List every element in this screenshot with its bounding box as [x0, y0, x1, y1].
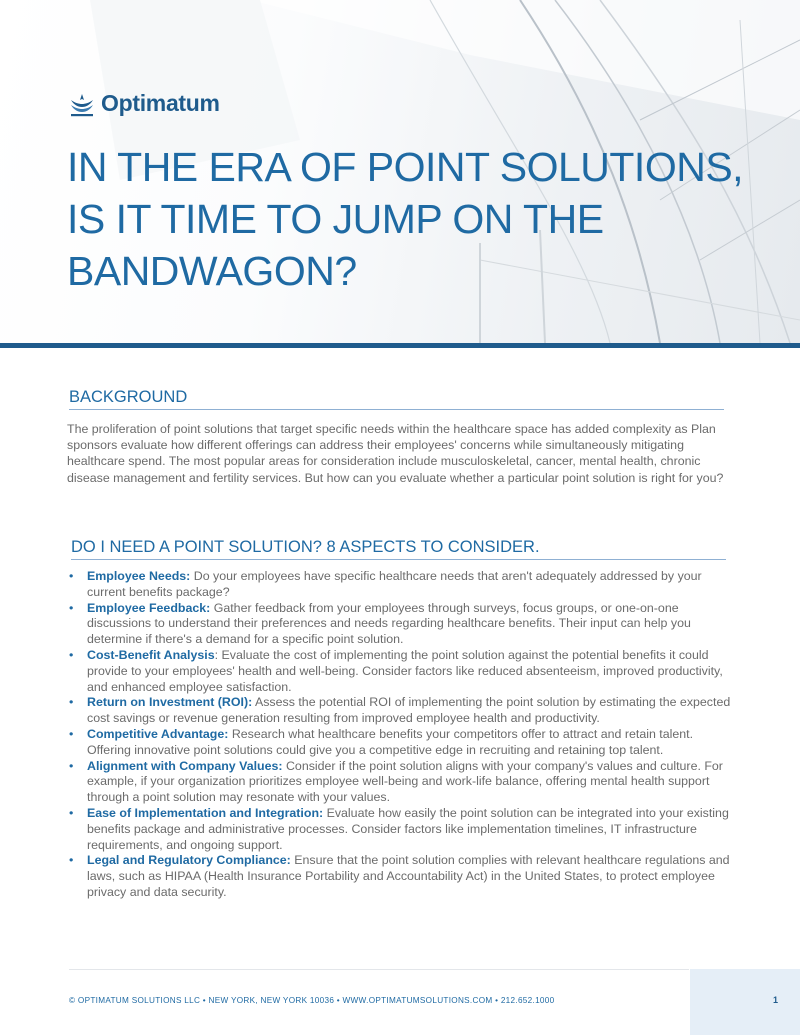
aspect-description: Consider if the point solution aligns with your company's values and culture. For example, if your organization prioritizes employee well-being and work-life balance, offering mental health support through a point solution may resonate with your values. — [87, 758, 723, 805]
list-item — [69, 806, 734, 853]
aspect-term: Employee Needs: — [87, 569, 191, 583]
footer-divider — [69, 969, 689, 970]
aspects-list — [69, 569, 734, 901]
aspect-description: Assess the potential ROI of implementing the point solution by estimating the expected cost savings or revenue generation resulting from improved employee health and productivity. — [87, 695, 731, 726]
list-item — [69, 727, 734, 759]
list-item — [69, 601, 734, 648]
aspect-term: Legal and Regulatory Compliance: — [87, 853, 291, 868]
list-item — [69, 695, 734, 727]
aspect-term: Return on Investment (ROI): — [87, 695, 253, 710]
page-number-box — [690, 969, 800, 1035]
background-paragraph: The proliferation of point solutions that target specific needs within the healthcare space has added complexity as Plan sponsors evaluate how different offerings can address their employees' concerns while simultaneously mitigating healthcare spend. The most popular areas for consideration include musculoskeletal, cancer, mental health, chronic disease management and fertility services. But how can you evaluate whether a particular point solution is right for you? — [67, 422, 724, 485]
optimatum-logo-mark-icon — [69, 91, 95, 117]
page-title: IN THE ERA OF POINT SOLUTIONS, IS IT TIME TO JUMP ON THE BANDWAGON? — [67, 144, 744, 294]
aspect-term: Competitive Advantage: — [87, 726, 229, 741]
page-number: 1 — [773, 995, 779, 1005]
brand-logo — [69, 90, 220, 117]
list-item — [69, 648, 734, 695]
list-item — [69, 569, 734, 601]
brand-name: Optimatum — [101, 90, 220, 116]
list-item — [69, 759, 734, 806]
bullet-icon: • — [69, 805, 74, 820]
aspect-description: : Evaluate the cost of implementing the point solution against the potential benefits it could provide to your employees' health and well-being. Consider factors like reduced absenteeism, improved productivity, and enhanced employee satisfaction. — [87, 647, 723, 694]
bullet-icon: • — [69, 726, 74, 741]
aspect-description: Evaluate how easily the point solution can be integrated into your existing benefits package and administrative processes. Consider factors like implementation timelines, IT infrastructure requirements, and ongoing support. — [87, 805, 729, 852]
aspect-description: Do your employees have specific healthcare needs that aren't adequately addressed by your current benefits package? — [87, 569, 702, 599]
list-item — [69, 853, 734, 900]
bullet-icon: • — [69, 600, 74, 615]
aspect-description: Ensure that the point solution complies with relevant healthcare regulations and laws, such as HIPAA (Health Insurance Portability and Accountability Act) in the United States, to protect employee privacy and data security. — [87, 853, 730, 899]
aspects-heading: DO I NEED A POINT SOLUTION? 8 ASPECTS TO CONSIDER. — [71, 538, 726, 560]
footer-contact: © OPTIMATUM SOLUTIONS LLC • NEW YORK, NEW YORK 10036 • WWW.OPTIMATUMSOLUTIONS.COM • 212.652.1000 — [69, 996, 555, 1005]
hero-divider — [0, 343, 800, 348]
bullet-icon: • — [69, 853, 74, 868]
aspect-term: Ease of Implementation and Integration: — [87, 805, 324, 820]
bullet-icon: • — [69, 569, 74, 583]
aspect-description: Research what healthcare benefits your competitors offer to attract and retain talent. Offering innovative point solutions could give you a competitive edge in recruiting and retaining top talent. — [87, 726, 694, 757]
bullet-icon: • — [69, 647, 74, 662]
aspect-description: Gather feedback from your employees through surveys, focus groups, or one-on-one discussions to understand their preferences and needs regarding healthcare benefits. Their input can help you determine if there's a demand for a specific point solution. — [87, 600, 691, 647]
bullet-icon: • — [69, 695, 74, 710]
aspect-term: Employee Feedback: — [87, 600, 211, 615]
background-heading: BACKGROUND — [69, 388, 724, 410]
bullet-icon: • — [69, 758, 74, 773]
hero-banner — [0, 0, 800, 343]
aspect-term: Cost-Benefit Analysis — [87, 647, 215, 662]
aspect-term: Alignment with Company Values: — [87, 758, 283, 773]
